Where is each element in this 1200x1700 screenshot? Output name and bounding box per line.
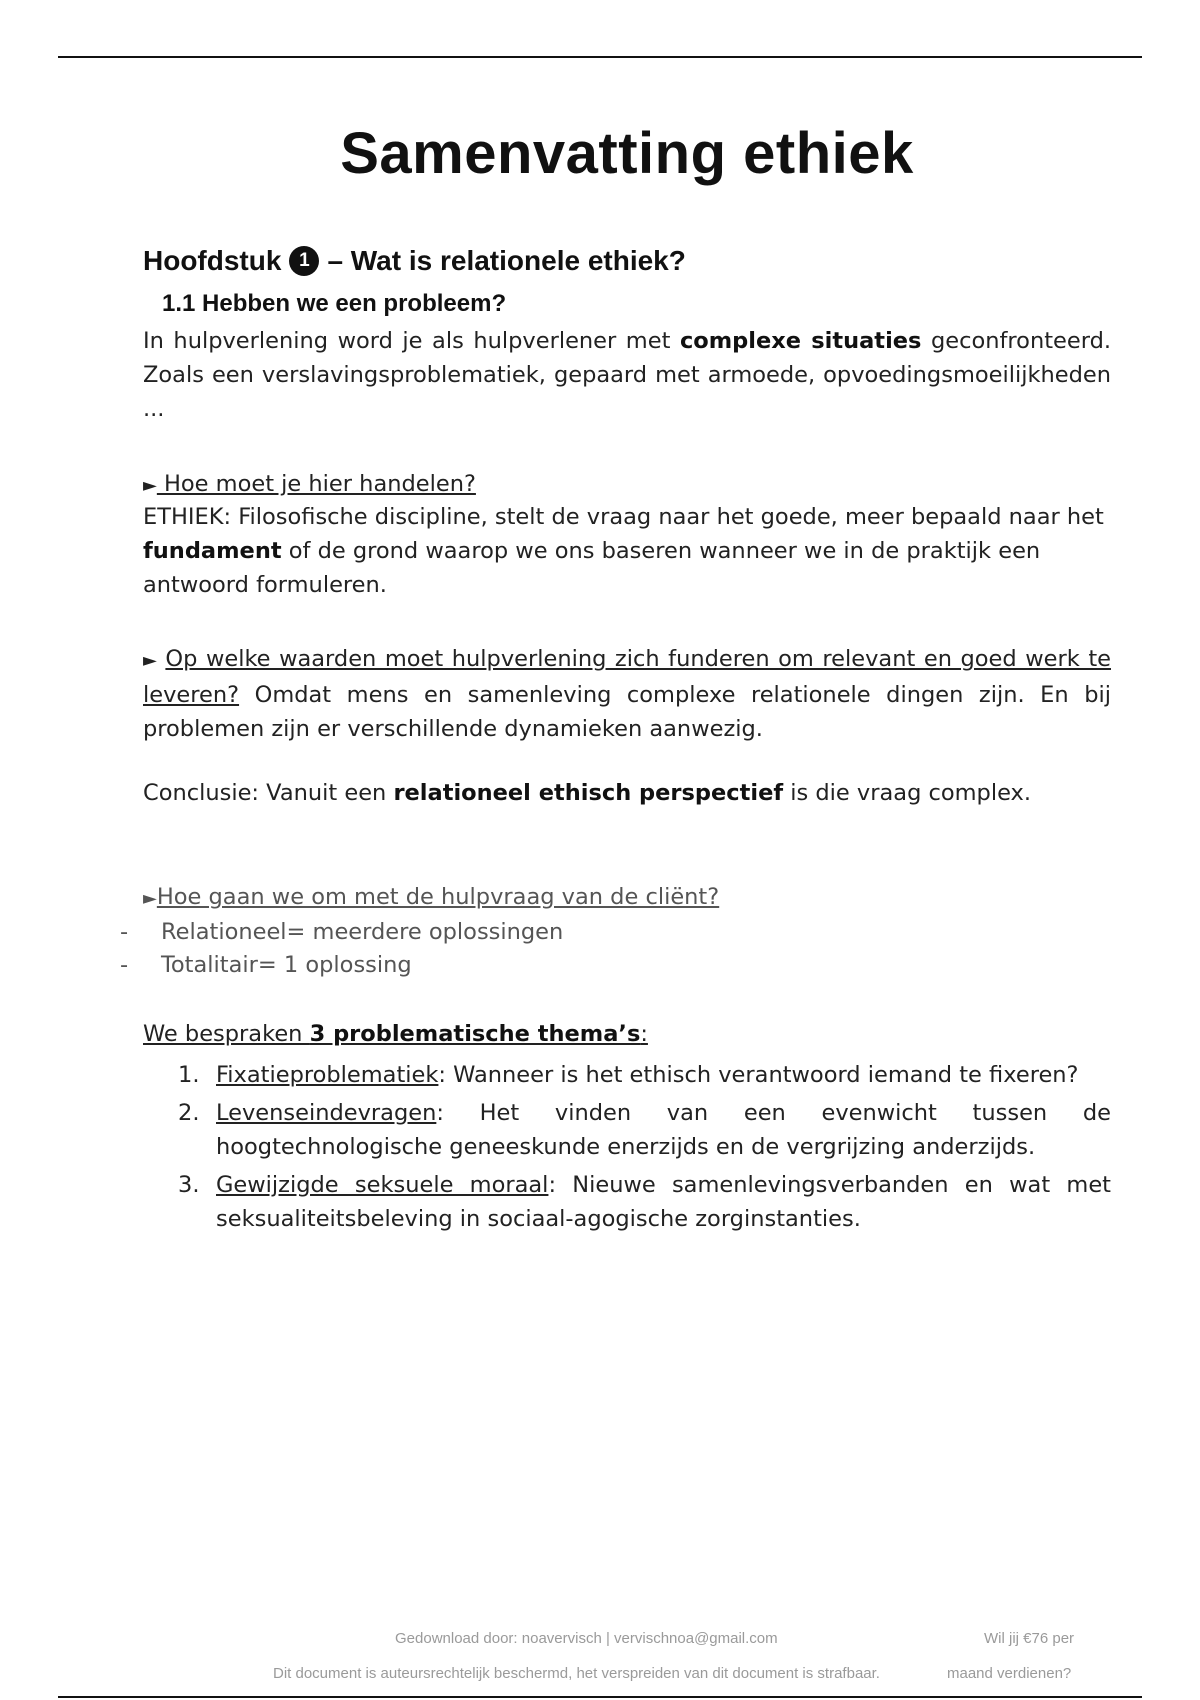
paragraph-intro-text-2: geconfronteerd. Zoals een verslavingsproblematiek, gepaard met armoede, opvoedingsmoeilijkheden ...	[143, 328, 1111, 422]
conclusion-text: Conclusie: Vanuit een	[143, 780, 394, 806]
conclusion-bold: relationeel ethisch perspectief	[393, 780, 784, 806]
theme-desc: : Wanneer is het ethisch verantwoord iemand te fixeren?	[438, 1062, 1079, 1088]
theme-term: Fixatieproblematiek	[216, 1062, 439, 1088]
themes-intro-bold: 3 problematische thema’s	[309, 1021, 641, 1047]
footer-copyright: Dit document is auteursrechtelijk beschermd, het verspreiden van dit document is strafbaar.	[273, 1665, 880, 1682]
theme-term: Gewijzigde seksuele moraal	[216, 1172, 549, 1198]
theme-term: Levenseindevragen	[216, 1100, 437, 1126]
theme-desc: : Nieuwe samenlevingsverbanden en wat met seksualiteitsbeleving in sociaal-agogische zorginstanties.	[216, 1172, 1111, 1232]
chapter-heading	[143, 245, 686, 277]
list-item	[120, 949, 563, 982]
question-values	[143, 642, 1111, 746]
solutions-list	[120, 916, 563, 982]
conclusion	[143, 776, 1111, 810]
footer-download-info: Gedownload door: noavervisch | vervischnoa@gmail.com	[395, 1630, 778, 1647]
list-item-text: Totalitair= 1 oplossing	[161, 952, 412, 978]
themes-intro-text: We bespraken	[143, 1021, 310, 1047]
list-number: 3.	[178, 1172, 200, 1198]
paragraph-ethics-definition	[143, 500, 1111, 602]
themes-intro-text-2: :	[640, 1021, 648, 1047]
dash-bullet: -	[120, 952, 129, 978]
chapter-label: Hoofdstuk	[143, 245, 282, 276]
conclusion-text-2: is die vraag complex.	[783, 780, 1032, 806]
theme-text	[216, 1058, 1111, 1092]
list-item	[120, 916, 563, 949]
question-values-underlined: Op welke waarden moet hulpverlening zich funderen om relevant en goed werk te leveren?	[143, 646, 1111, 708]
arrow-right-icon: ►	[143, 650, 157, 671]
question-how-to-act	[143, 467, 1111, 503]
top-rule	[58, 56, 1142, 58]
ethics-definition-text-2: of de grond waarop we ons baseren wanneer we in de praktijk een antwoord formuleren.	[143, 538, 1041, 598]
chapter-title: – Wat is relationele ethiek?	[327, 245, 686, 276]
arrow-right-icon: ►	[143, 475, 157, 496]
ethics-definition-text: ETHIEK: Filosofische discipline, stelt de vraag naar het goede, meer bepaald naar het	[143, 504, 1104, 530]
paragraph-intro-text: In hulpverlening word je als hulpverlener met	[143, 328, 680, 354]
list-item	[178, 1096, 1111, 1164]
question-help-request	[143, 880, 1111, 916]
footer-promo-line1[interactable]: Wil jij €76 per	[984, 1630, 1075, 1647]
themes-list	[178, 1058, 1111, 1240]
themes-intro	[143, 1017, 1111, 1051]
chapter-number-badge: 1	[289, 246, 319, 276]
section-heading: 1.1 Hebben we een probleem?	[162, 290, 507, 317]
paragraph-intro-bold: complexe situaties	[679, 328, 922, 354]
paragraph-intro	[143, 324, 1111, 426]
list-number: 1.	[178, 1062, 200, 1088]
document-title: Samenvatting ethiek	[340, 121, 914, 186]
question-how-to-act-text: Hoe moet je hier handelen?	[156, 471, 476, 497]
list-item-text: Relationeel= meerdere oplossingen	[161, 919, 564, 945]
list-number: 2.	[178, 1100, 200, 1126]
arrow-right-icon: ►	[143, 888, 157, 909]
themes-intro-underlined	[143, 1021, 648, 1047]
list-item	[178, 1168, 1111, 1236]
question-help-request-text: Hoe gaan we om met de hulpvraag van de cliënt?	[156, 884, 720, 910]
theme-desc: : Het vinden van een evenwicht tussen de hoogtechnologische geneeskunde enerzijds en de vergrijzing anderzijds.	[216, 1100, 1111, 1160]
theme-text	[216, 1096, 1111, 1164]
dash-bullet: -	[120, 919, 129, 945]
question-values-rest: Omdat mens en samenleving complexe relationele dingen zijn. En bij problemen zijn er verschillende dynamieken aanwezig.	[143, 682, 1111, 742]
ethics-definition-bold: fundament	[143, 538, 282, 564]
theme-text	[216, 1168, 1111, 1236]
footer-promo-line2[interactable]: maand verdienen?	[947, 1665, 1072, 1682]
list-item	[178, 1058, 1111, 1092]
bottom-rule	[58, 1696, 1142, 1698]
